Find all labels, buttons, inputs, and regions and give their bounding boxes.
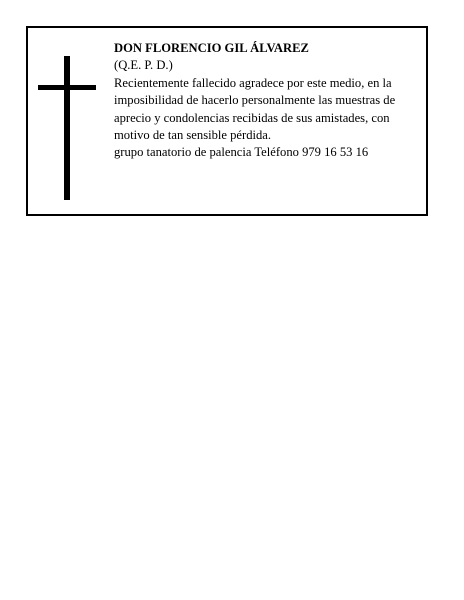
rest-in-peace-abbrev: (Q.E. P. D.)	[114, 58, 173, 73]
funeral-home-contact: grupo tanatorio de palencia Teléfono 979 16 53 16	[114, 145, 369, 160]
cross-vertical-bar	[64, 56, 70, 200]
deceased-name: DON FLORENCIO GIL ÁLVAREZ	[114, 41, 309, 55]
notice-text	[114, 40, 422, 162]
cross-horizontal-bar	[38, 85, 96, 90]
thanks-message: Recientemente fallecido agradece por este medio, en la imposibilidad de hacerlo personalmente las muestras de aprecio y condolencias recibidas de sus amistades, con motivo de tan sensible pérdida.	[114, 75, 396, 143]
latin-cross-icon	[38, 56, 98, 200]
obituary-notice	[26, 26, 428, 216]
